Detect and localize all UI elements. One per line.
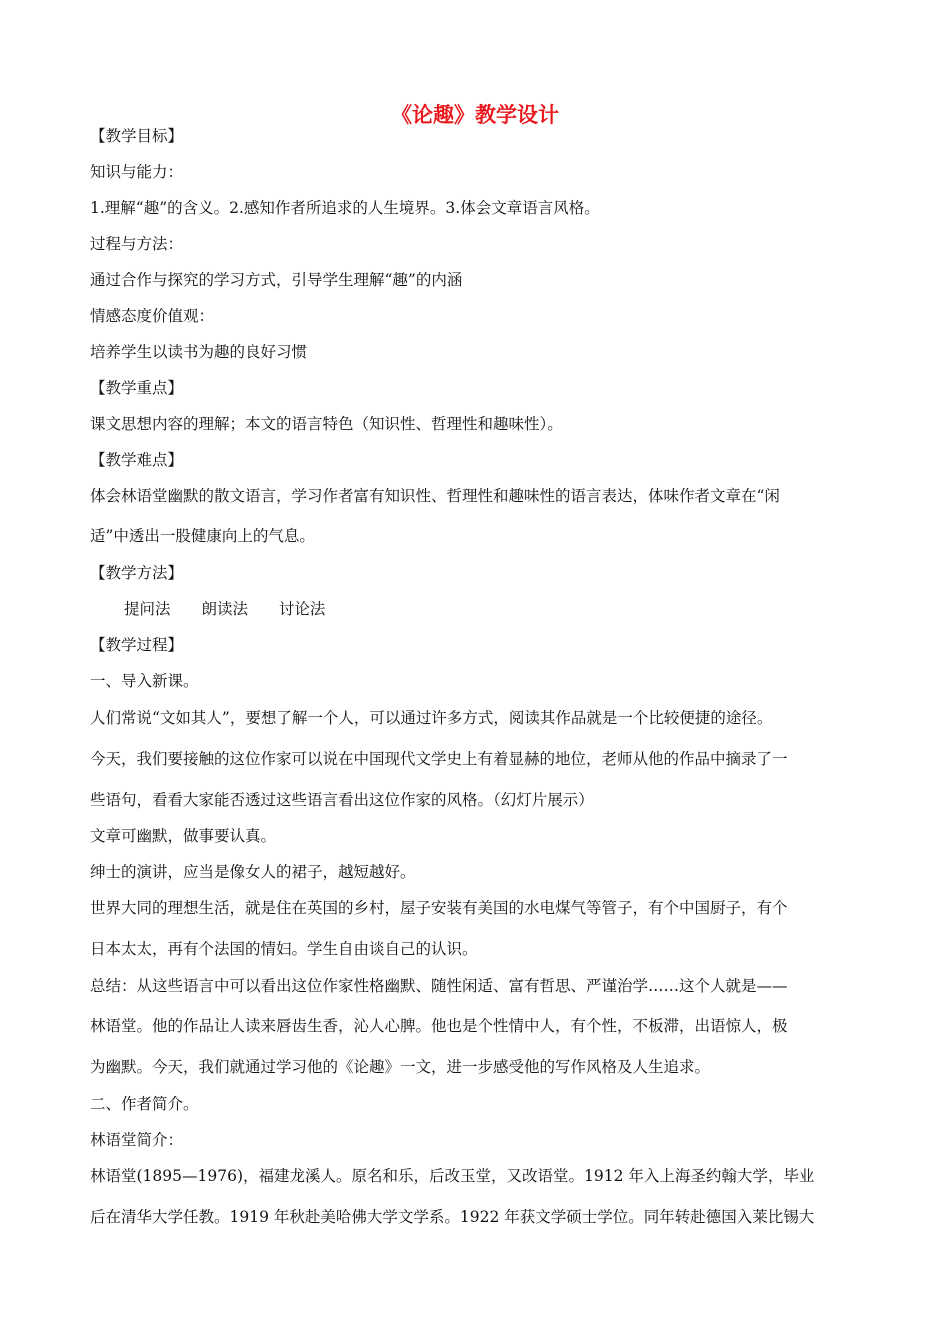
subsection-heading: 一、导入新课。 [90,672,199,690]
subheading-attitude: 情感态度价值观： [90,307,215,325]
document-title: 《论趣》教学设计 [391,103,559,127]
method-item: 讨论法 [278,600,326,618]
quote-line: 文章可幽默，做事要认真。 [90,827,277,845]
paragraph-line: 林语堂(1895—1976)，福建龙溪人。原名和乐，后改玉堂，又改语堂。1912 年入上海圣约翰大学，毕业 [90,1167,815,1185]
paragraph-line: 总结：从这些语言中可以看出这位作家性格幽默、随性闲适、富有哲思、严谨治学……这个人就是—— [90,977,788,995]
subheading-knowledge: 知识与能力： [90,163,184,181]
methods-list [124,599,904,619]
quote-line: 绅士的演讲，应当是像女人的裙子，越短越好。 [90,863,416,881]
section-heading-difficulties: 【教学难点】 [90,451,184,469]
paragraph-line: 人们常说“文如其人”，要想了解一个人，可以通过许多方式，阅读其作品就是一个比较便捷的途径。 [90,709,773,727]
paragraph-line: 林语堂。他的作品让人读来唇齿生香，沁人心脾。他也是个性情中人，有个性，不板滞，出语惊人，极 [90,1017,788,1035]
paragraph-line: 培养学生以读书为趣的良好习惯 [90,343,308,361]
paragraph-line: 日本太太，再有个法国的情妇。学生自由谈自己的认识。 [90,940,478,958]
paragraph-line: 适”中透出一股健康向上的气息。 [90,527,315,545]
paragraph-line: 课文思想内容的理解；本文的语言特色（知识性、哲理性和趣味性）。 [90,415,563,433]
paragraph-line: 为幽默。今天，我们就通过学习他的《论趣》一文，进一步感受他的写作风格及人生追求。 [90,1058,711,1076]
subsection-heading: 二、作者简介。 [90,1095,199,1113]
subheading-process: 过程与方法： [90,235,184,253]
paragraph-line: 世界大同的理想生活，就是住在英国的乡村，屋子安装有美国的水电煤气等管子，有个中国厨子，有个 [90,899,788,917]
paragraph-line: 今天，我们要接触的这位作家可以说在中国现代文学史上有着显赫的地位，老师从他的作品中摘录了一 [90,750,788,768]
method-item: 提问法 [124,600,171,618]
paragraph-line: 后在清华大学任教。1919 年秋赴美哈佛大学文学系。1922 年获文学硕士学位。同年转赴德国入莱比锡大 [90,1208,815,1226]
paragraph-line: 通过合作与探究的学习方式，引导学生理解“趣”的内涵 [90,271,463,289]
section-heading-methods: 【教学方法】 [90,564,184,582]
paragraph-line: 些语句，看看大家能否透过这些语言看出这位作家的风格。（幻灯片展示） [90,791,594,809]
paragraph-line: 1.理解“趣”的含义。2.感知作者所追求的人生境界。3.体会文章语言风格。 [90,199,600,217]
section-heading-process: 【教学过程】 [90,636,184,654]
method-item: 朗读法 [201,600,248,618]
section-heading-objectives: 【教学目标】 [90,127,184,145]
subheading-author-intro: 林语堂简介： [90,1131,184,1149]
section-heading-key-points: 【教学重点】 [90,379,184,397]
paragraph-line: 体会林语堂幽默的散文语言，学习作者富有知识性、哲理性和趣味性的语言表达，体味作者文章在“闲 [90,487,780,505]
